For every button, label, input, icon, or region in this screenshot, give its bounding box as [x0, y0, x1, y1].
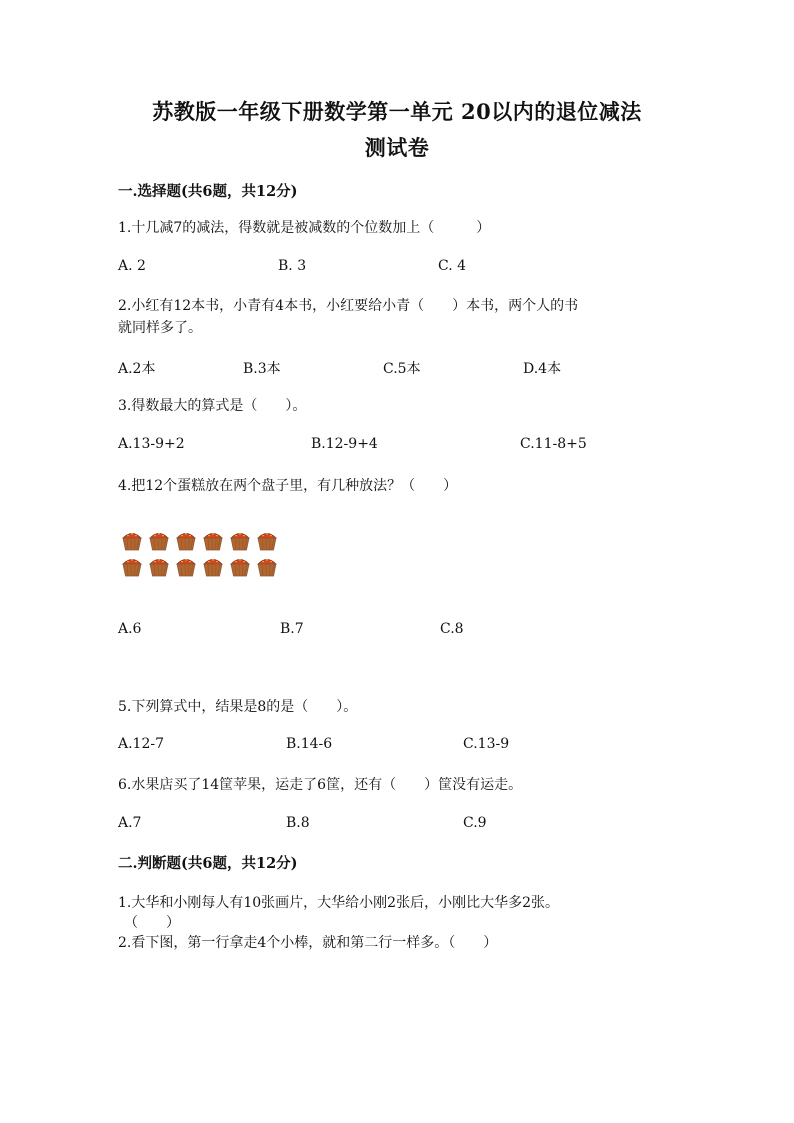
cupcake-icon: [174, 528, 198, 552]
q1-option-c: C. 4: [438, 258, 467, 274]
cupcake-icon: [228, 528, 252, 552]
q1-option-a: A. 2: [118, 258, 146, 274]
cupcake-icon: [174, 554, 198, 578]
q3-option-b: B.12-9+4: [311, 436, 378, 452]
q2-option-d: D.4本: [523, 361, 562, 377]
cupcake-icon: [147, 554, 171, 578]
q4-option-c: C.8: [440, 621, 464, 637]
cake-row: [120, 554, 279, 578]
judgement-1-line-1: 1.大华和小刚每人有10张画片，大华给小刚2张后，小刚比大华多2张。: [118, 895, 559, 911]
question-1: 1.十几减7的减法，得数就是被减数的个位数加上（ ）: [118, 220, 491, 236]
page-title: 苏教版一年级下册数学第一单元 20以内的退位减法: [152, 99, 642, 124]
q1-option-b: B. 3: [278, 258, 307, 274]
q3-option-a: A.13-9+2: [118, 436, 185, 452]
cupcake-icon: [147, 528, 171, 552]
judgement-2: 2.看下图，第一行拿走4个小棒，就和第二行一样多。（ ）: [118, 935, 498, 951]
q6-option-b: B.8: [286, 815, 310, 831]
q3-option-c: C.11-8+5: [520, 436, 587, 452]
q2-option-c: C.5本: [383, 361, 421, 377]
cupcake-icon: [228, 554, 252, 578]
judgement-1-line-2: （ ）: [124, 915, 180, 931]
cupcake-icon: [120, 554, 144, 578]
q5-option-a: A.12-7: [118, 736, 165, 752]
question-5: 5.下列算式中，结果是8的是（ ）。: [118, 699, 358, 715]
question-6: 6.水果店买了14筐苹果，运走了6筐，还有（ ）筐没有运走。: [118, 777, 523, 793]
q4-option-a: A.6: [118, 621, 142, 637]
cupcake-icon: [120, 528, 144, 552]
question-2-line-1: 2.小红有12本书，小青有4本书，小红要给小青（ ）本书，两个人的书: [118, 298, 579, 314]
q5-option-c: C.13-9: [463, 736, 510, 752]
cake-illustration: [120, 528, 279, 580]
q2-option-b: B.3本: [243, 361, 281, 377]
cupcake-icon: [255, 528, 279, 552]
q6-option-c: C.9: [463, 815, 487, 831]
q5-option-b: B.14-6: [286, 736, 333, 752]
q6-option-a: A.7: [118, 815, 142, 831]
question-2-line-2: 就同样多了。: [118, 320, 202, 336]
question-4: 4.把12个蛋糕放在两个盘子里，有几种放法？（ ）: [118, 478, 458, 494]
section-heading-choice: 一.选择题(共6题，共12分): [118, 183, 298, 200]
cupcake-icon: [201, 554, 225, 578]
q2-option-a: A.2本: [118, 361, 156, 377]
cupcake-icon: [201, 528, 225, 552]
cupcake-icon: [255, 554, 279, 578]
cake-row: [120, 528, 279, 552]
section-heading-judgement: 二.判断题(共6题，共12分): [118, 855, 298, 872]
q4-option-b: B.7: [280, 621, 304, 637]
page-subtitle: 测试卷: [364, 135, 430, 160]
question-3: 3.得数最大的算式是（ ）。: [118, 398, 307, 414]
